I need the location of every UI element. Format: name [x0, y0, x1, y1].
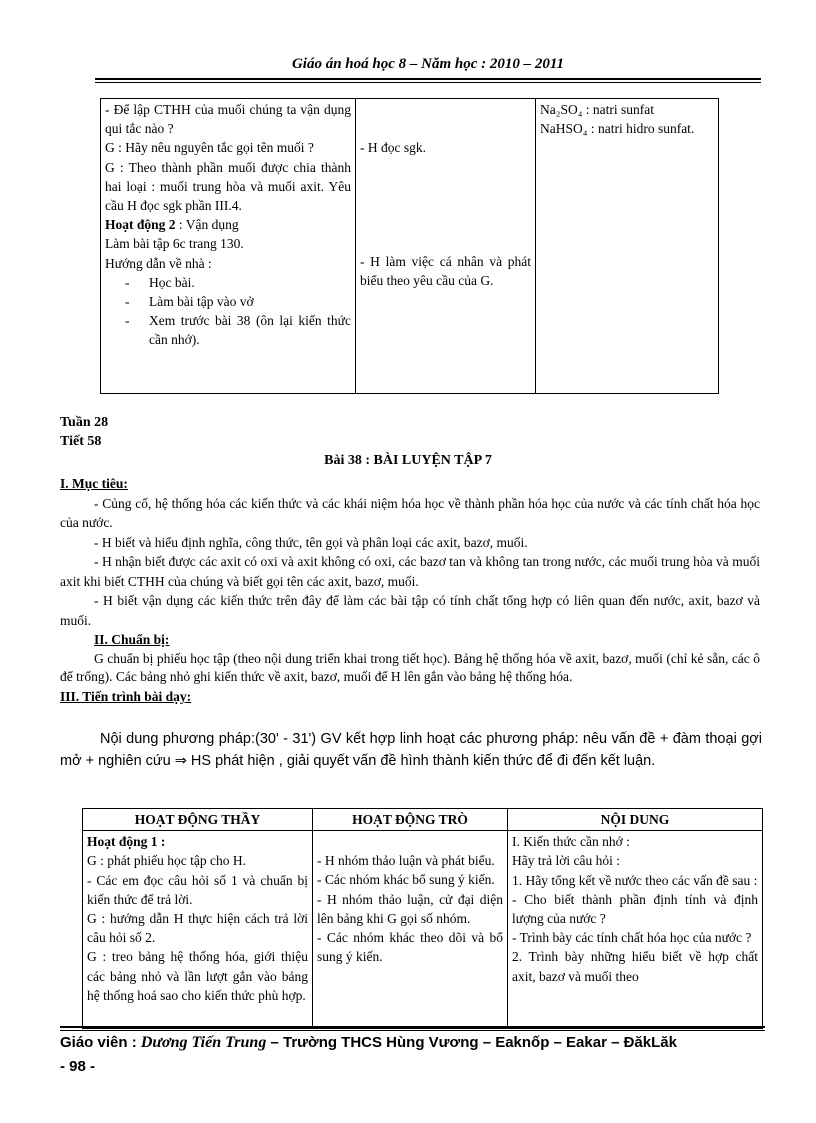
question-text: - Để lập CTHH của muối chúng ta vận dụng qui tắc nào ? [105, 102, 351, 137]
content-text: - Cho biết thành phần định tính và định lượng của nước ? [512, 891, 758, 927]
question-text: G : Hãy nêu nguyên tắc gọi tên muối ? [105, 140, 314, 156]
footer-teacher-line: Giáo viên : Dương Tiến Trung – Trường THCS Hùng Vương – Eaknốp – Eakar – ĐăkLăk [60, 1034, 677, 1051]
week-label: Tuần 28 [60, 415, 109, 430]
footer-rule [60, 1026, 765, 1028]
content-text: I. Kiến thức cần nhớ : [512, 834, 630, 850]
homework-item: - Học bài. [105, 273, 351, 292]
page-number: - 98 - [60, 1058, 96, 1075]
content-text: Hãy trả lời câu hỏi : [512, 853, 620, 869]
student-activity-cell [356, 99, 536, 394]
table-header: HOẠT ĐỘNG THẦY [83, 809, 313, 831]
teacher-text: - Các em đọc câu hỏi số 1 và chuẩn bị kiến thức để trả lời. [87, 872, 308, 907]
objective-item: - H biết vận dụng các kiến thức trên đây để làm các bài tập có tính chất tổng hợp có liên quan đến nước, axit, bazơ và muối. [60, 593, 760, 628]
header-rule-thin [95, 82, 761, 83]
student-activity-cell [313, 831, 508, 1029]
lesson-title: Bài 38 : BÀI LUYỆN TẬP 7 [324, 453, 492, 468]
lesson-activity-table [82, 808, 763, 1029]
homework-item: - Làm bài tập vào vở [105, 292, 351, 311]
section-title: I. Mục tiêu: [60, 476, 128, 491]
continued-lesson-table [100, 98, 719, 394]
student-text: - H nhóm thảo luận, cử đại diện lên bảng khi G gọi số nhóm. [317, 891, 503, 926]
content-text: 2. Trình bày những hiểu biết về hợp chất axit, bazơ và muối theo [512, 949, 758, 984]
header-rule [95, 78, 761, 80]
page-header: Giáo án hoá học 8 – Năm học : 2010 – 2011 [291, 56, 565, 72]
homework-item: - Xem trước bài 38 (ôn lại kiến thức cần nhớ). [105, 311, 351, 349]
teacher-name: Dương Tiến Trung [140, 1034, 267, 1051]
homework-title: Hướng dẫn về nhà : [105, 255, 212, 271]
teacher-activity-cell [83, 831, 313, 1029]
content-text: - Trình bày các tính chất hóa học của nước ? [512, 930, 752, 946]
activity-2-heading: Hoạt động 2 : Vận dụng [105, 217, 239, 233]
objectives-section [60, 474, 760, 706]
formula-text: NaHSO₄ : natri hidro sunfat. [540, 121, 695, 137]
content-text: 1. Hãy tổng kết về nước theo các vấn đề sau : [512, 872, 758, 888]
objective-item: - H biết và hiểu định nghĩa, công thức, tên gọi và phân loại các axit, bazơ, muối. [94, 534, 528, 550]
preparation-text: G chuẩn bị phiếu học tập (theo nội dung triển khai trong tiết học). Bảng hệ thống hóa về axit, bazơ, muối (chỉ kẻ sẵn, các ô để trống). Các bảng nhỏ ghi kiến thức về axit, bazơ, muối để H lên gắn vào bảng hệ thống hóa. [60, 650, 760, 684]
table-header: HOẠT ĐỘNG TRÒ [313, 809, 508, 831]
teacher-text: G : treo bảng hệ thống hóa, giới thiệu các bảng nhỏ và lần lượt gắn vào bảng hệ thống hoá sao cho kiến thức phù hợp. [87, 949, 308, 1003]
method-text: Nội dung phương pháp:(30' - 31') GV kết hợp linh hoạt các phương pháp: nêu vấn đề + đàm thoại gợi mở + nghiên cứu ⇒ HS phát hiện , giải quyết vấn đề hình thành kiến thức để đi đến kết luận. [60, 731, 762, 769]
student-text: - H nhóm thảo luận và phát biểu. [317, 853, 495, 869]
student-text: - Các nhóm khác theo dõi và bổ sung ý kiến. [317, 930, 503, 965]
activity-1-heading: Hoạt động 1 : [87, 834, 166, 850]
student-text: - H làm việc cá nhân và phát biểu theo yêu cầu của G. [360, 254, 531, 289]
period-label: Tiết 58 [60, 434, 102, 449]
content-cell [536, 99, 719, 394]
section-title: II. Chuẩn bị: [94, 632, 170, 647]
teacher-activity-cell [101, 99, 356, 394]
objective-item: - H nhận biết được các axit có oxi và axit không có oxi, các bazơ tan và không tan trong nước, các muối trung hòa và muối axit khi biết CTHH của chúng và biết gọi tên các axit, bazơ, muối. [60, 554, 760, 589]
question-text: G : Theo thành phần muối được chia thành hai loại : muối trung hòa và muối axit. Yêu cầu H đọc sgk phần III.4. [105, 159, 351, 214]
table-header: NỘI DUNG [508, 809, 763, 831]
teacher-text: G : hướng dẫn H thực hiện cách trả lời câu hỏi số 2. [87, 911, 308, 946]
content-cell [508, 831, 763, 1029]
teacher-text: G : phát phiếu học tập cho H. [87, 853, 246, 869]
formula-text: Na₂SO₄ : natri sunfat [540, 102, 655, 117]
section-title: III. Tiến trình bài dạy: [60, 688, 192, 704]
footer-rule-thin [60, 1030, 765, 1031]
exercise-text: Làm bài tập 6c trang 130. [105, 236, 244, 252]
student-text: - Các nhóm khác bổ sung ý kiến. [317, 872, 495, 888]
student-text: - H đọc sgk. [360, 140, 426, 155]
objective-item: - Củng cố, hệ thống hóa các kiến thức và các khái niệm hóa học về thành phần hóa học của nước và các tính chất hóa học của nước. [60, 495, 760, 530]
